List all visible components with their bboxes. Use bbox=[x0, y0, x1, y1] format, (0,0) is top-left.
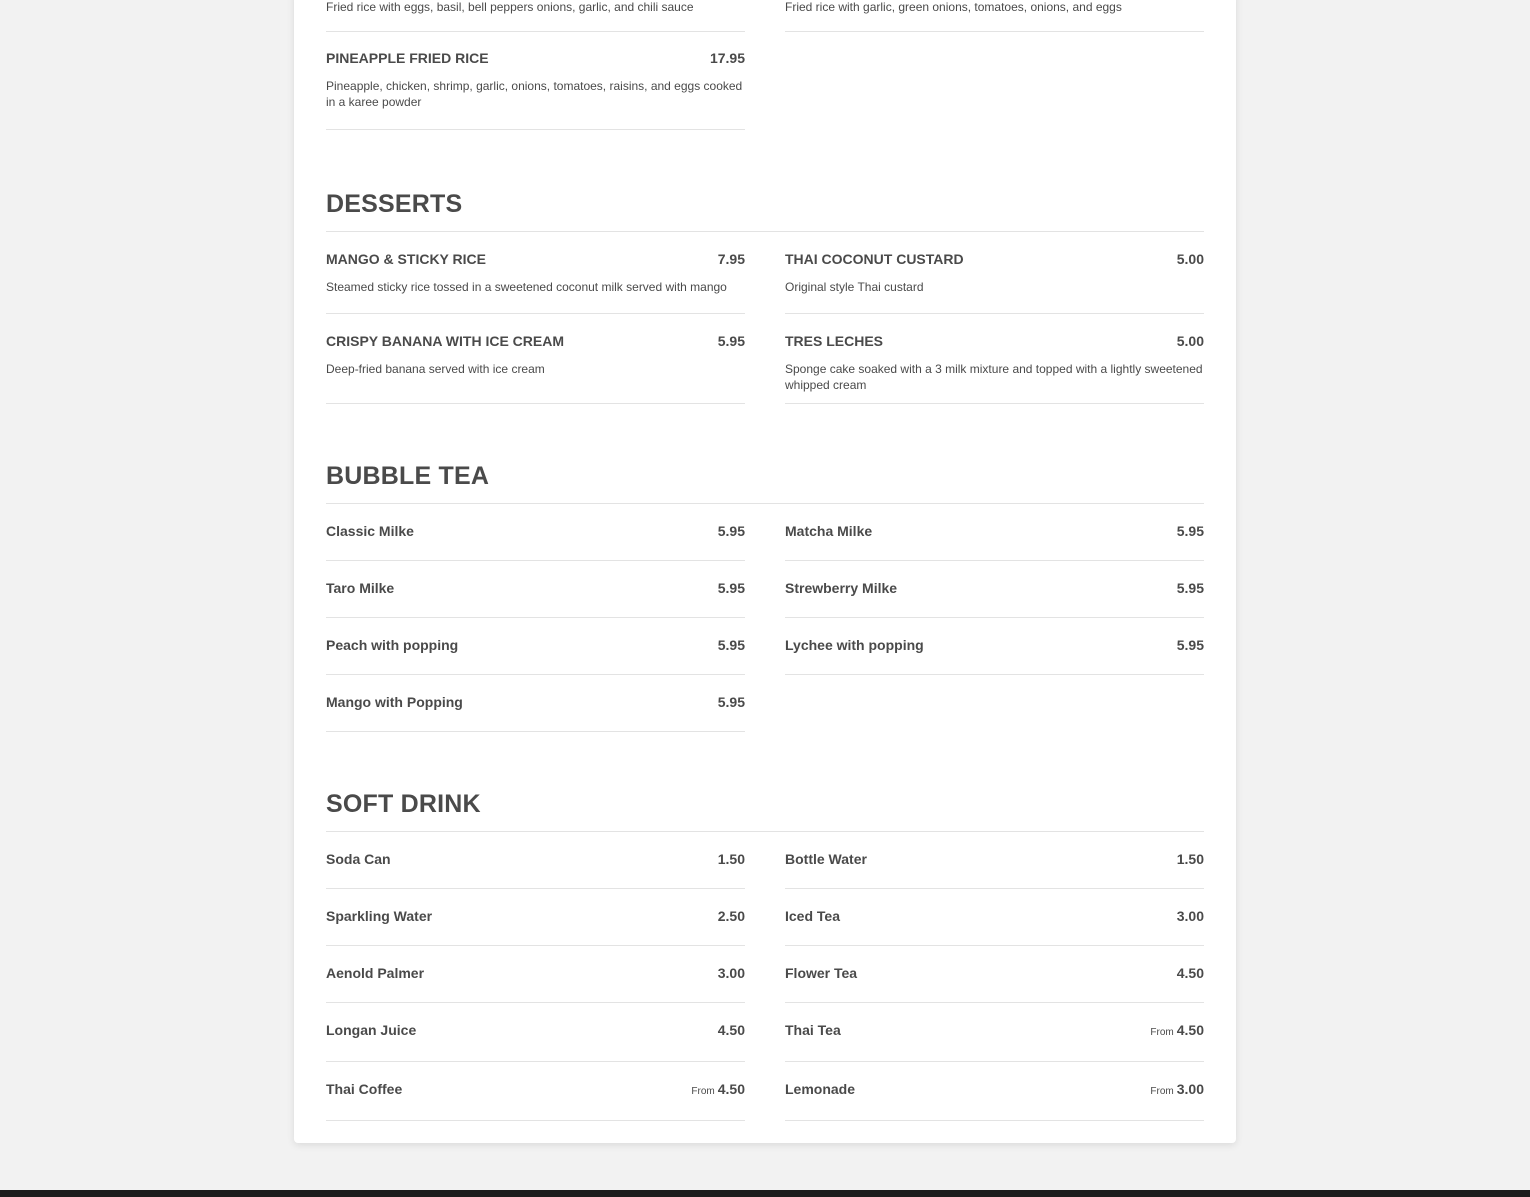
item-name: THAI COCONUT CUSTARD bbox=[785, 251, 964, 267]
footer-bar bbox=[0, 1190, 1530, 1197]
menu-item[interactable] bbox=[785, 314, 1204, 404]
item-name: Soda Can bbox=[326, 851, 391, 867]
menu-item-pineapple-fried-rice[interactable] bbox=[326, 32, 745, 130]
item-header bbox=[785, 637, 1204, 653]
item-name: Thai Tea bbox=[785, 1022, 841, 1038]
menu-item[interactable] bbox=[785, 946, 1204, 1003]
menu-content bbox=[326, 0, 1204, 1121]
item-name: Thai Coffee bbox=[326, 1081, 403, 1097]
item-name: TRES LECHES bbox=[785, 333, 884, 349]
item-header bbox=[785, 580, 1204, 596]
item-header bbox=[785, 851, 1204, 867]
item-description: Pineapple, chicken, shrimp, garlic, onions, tomatoes, raisins, and eggs cooked in a karee powder bbox=[326, 79, 743, 109]
item-description: Fried rice with eggs, basil, bell peppers onions, garlic, and chili sauce bbox=[326, 0, 694, 14]
item-header bbox=[326, 580, 745, 596]
item-description: Steamed sticky rice tossed in a sweetened coconut milk served with mango bbox=[326, 280, 727, 294]
menu-item[interactable] bbox=[326, 1062, 745, 1121]
menu-item[interactable] bbox=[785, 832, 1204, 889]
item-header bbox=[785, 965, 1204, 981]
item-name: Classic Milke bbox=[326, 523, 414, 539]
item-header bbox=[326, 694, 745, 710]
item-header bbox=[326, 1022, 745, 1038]
item-price: 5.00 bbox=[1176, 333, 1204, 349]
item-price: 1.50 bbox=[717, 851, 745, 867]
item-price: 3.00 bbox=[1176, 1081, 1204, 1097]
item-name: Sparkling Water bbox=[326, 908, 433, 924]
item-header bbox=[785, 251, 1204, 267]
menu-item[interactable] bbox=[326, 0, 745, 32]
menu-item[interactable] bbox=[326, 504, 745, 561]
item-header bbox=[785, 908, 1204, 924]
empty-column bbox=[785, 32, 1204, 130]
item-description: Fried rice with garlic, green onions, tomatoes, onions, and eggs bbox=[785, 0, 1122, 14]
menu-item[interactable] bbox=[326, 618, 745, 675]
item-price: 4.50 bbox=[717, 1022, 745, 1038]
soft-drink-row-4 bbox=[326, 1003, 1204, 1062]
soft-drink-row-3 bbox=[326, 946, 1204, 1003]
item-header bbox=[326, 1081, 745, 1097]
item-name: Iced Tea bbox=[785, 908, 840, 924]
item-header bbox=[785, 333, 1204, 349]
item-price: 5.95 bbox=[717, 523, 745, 539]
item-name: PINEAPPLE FRIED RICE bbox=[326, 50, 489, 66]
item-header bbox=[785, 1081, 1204, 1097]
item-name: Lemonade bbox=[785, 1081, 856, 1097]
section-title-desserts: DESSERTS bbox=[326, 190, 1204, 232]
item-name: Peach with popping bbox=[326, 637, 459, 653]
item-price: 1.50 bbox=[1176, 851, 1204, 867]
item-name: Matcha Milke bbox=[785, 523, 873, 539]
bubble-tea-row-4 bbox=[326, 675, 1204, 732]
item-name: CRISPY BANANA WITH ICE CREAM bbox=[326, 333, 565, 349]
from-label: From bbox=[1150, 1027, 1174, 1038]
menu-item[interactable] bbox=[785, 618, 1204, 675]
menu-item[interactable] bbox=[785, 0, 1204, 32]
item-price-group bbox=[691, 1081, 745, 1097]
item-name: MANGO & STICKY RICE bbox=[326, 251, 486, 267]
menu-item[interactable] bbox=[785, 1003, 1204, 1062]
item-header bbox=[785, 523, 1204, 539]
item-name: Aenold Palmer bbox=[326, 965, 425, 981]
menu-item[interactable] bbox=[785, 889, 1204, 946]
item-price: 5.95 bbox=[717, 637, 745, 653]
menu-item[interactable] bbox=[326, 314, 745, 404]
from-label: From bbox=[691, 1086, 715, 1097]
item-header bbox=[785, 1022, 1204, 1038]
empty-column bbox=[785, 675, 1204, 732]
item-price: 5.95 bbox=[717, 333, 745, 349]
item-description: Deep-fried banana served with ice cream bbox=[326, 362, 545, 376]
menu-item[interactable] bbox=[326, 675, 745, 732]
soft-drink-row-5 bbox=[326, 1062, 1204, 1121]
menu-item[interactable] bbox=[326, 832, 745, 889]
soft-drink-row-2 bbox=[326, 889, 1204, 946]
item-price: 5.95 bbox=[1176, 637, 1204, 653]
item-name: Flower Tea bbox=[785, 965, 858, 981]
item-name: Longan Juice bbox=[326, 1022, 417, 1038]
item-header bbox=[326, 523, 745, 539]
item-price: 5.95 bbox=[1176, 580, 1204, 596]
item-header bbox=[326, 851, 745, 867]
item-name: Strewberry Milke bbox=[785, 580, 898, 596]
item-description: Original style Thai custard bbox=[785, 280, 924, 294]
from-label: From bbox=[1150, 1086, 1174, 1097]
menu-item[interactable] bbox=[785, 561, 1204, 618]
fried-rice-row bbox=[326, 32, 1204, 130]
item-price: 4.50 bbox=[717, 1081, 745, 1097]
item-price-group bbox=[1150, 1022, 1204, 1038]
item-name: Mango with Popping bbox=[326, 694, 463, 710]
item-header bbox=[326, 50, 745, 66]
section-title-soft-drink: SOFT DRINK bbox=[326, 790, 1204, 832]
item-name: Taro Milke bbox=[326, 580, 395, 596]
bubble-tea-row-3 bbox=[326, 618, 1204, 675]
soft-drink-row-1 bbox=[326, 832, 1204, 889]
item-price: 5.00 bbox=[1176, 251, 1204, 267]
bubble-tea-row-1 bbox=[326, 504, 1204, 561]
fried-rice-top-row bbox=[326, 0, 1204, 32]
item-price: 4.50 bbox=[1176, 1022, 1204, 1038]
item-description: Sponge cake soaked with a 3 milk mixture and topped with a lightly sweetened whipped cream bbox=[785, 362, 1203, 392]
item-price: 7.95 bbox=[717, 251, 745, 267]
item-header bbox=[326, 333, 745, 349]
item-price: 5.95 bbox=[717, 694, 745, 710]
menu-item[interactable] bbox=[785, 232, 1204, 314]
item-header bbox=[326, 251, 745, 267]
item-price: 4.50 bbox=[1176, 965, 1204, 981]
menu-item[interactable] bbox=[326, 561, 745, 618]
item-price: 2.50 bbox=[717, 908, 745, 924]
item-header bbox=[326, 908, 745, 924]
section-title-bubble-tea: BUBBLE TEA bbox=[326, 462, 1204, 504]
menu-item[interactable] bbox=[326, 232, 745, 314]
desserts-row-2 bbox=[326, 314, 1204, 404]
item-price: 3.00 bbox=[1176, 908, 1204, 924]
item-header bbox=[326, 965, 745, 981]
menu-item[interactable] bbox=[326, 1003, 745, 1062]
item-price: 5.95 bbox=[1176, 523, 1204, 539]
menu-item[interactable] bbox=[785, 504, 1204, 561]
item-price-group bbox=[1150, 1081, 1204, 1097]
item-price: 5.95 bbox=[717, 580, 745, 596]
item-header bbox=[326, 637, 745, 653]
menu-item[interactable] bbox=[326, 889, 745, 946]
menu-item[interactable] bbox=[326, 946, 745, 1003]
item-price: 17.95 bbox=[709, 50, 745, 66]
bubble-tea-row-2 bbox=[326, 561, 1204, 618]
item-price: 3.00 bbox=[717, 965, 745, 981]
menu-card bbox=[294, 0, 1236, 1143]
item-name: Bottle Water bbox=[785, 851, 867, 867]
item-name: Lychee with popping bbox=[785, 637, 924, 653]
menu-item[interactable] bbox=[785, 1062, 1204, 1121]
desserts-row-1 bbox=[326, 232, 1204, 314]
